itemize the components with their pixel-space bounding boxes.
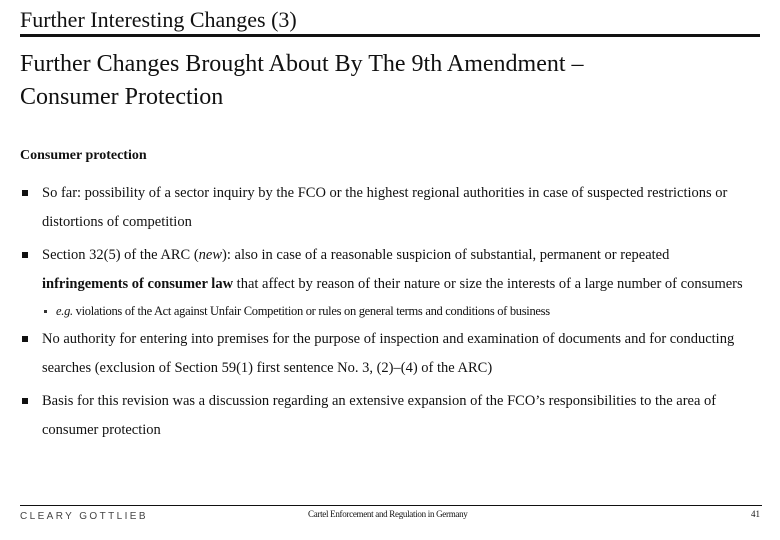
footer-title: Cartel Enforcement and Regulation in Germany — [308, 509, 468, 519]
sub-bullet-italic-eg: e.g. — [56, 304, 73, 318]
slide-title: Further Interesting Changes (3) — [20, 6, 760, 37]
square-bullet-icon — [22, 252, 28, 258]
bullet-text-part-1: Section 32(5) of the ARC ( — [42, 247, 199, 263]
section-heading: Consumer protection — [20, 148, 147, 163]
slide-subtitle — [20, 48, 760, 114]
bullet-so-far — [20, 179, 755, 237]
square-bullet-icon — [22, 336, 28, 342]
sub-bullet-list — [42, 302, 755, 320]
small-bullet-icon — [44, 310, 47, 313]
square-bullet-icon — [22, 190, 28, 196]
bullet-text: No authority for entering into premises for the purpose of inspection and examination of documents and for conducting searches (exclusion of Section 59(1) first sentence No. 3, (2)–(4) of the ARC) — [42, 331, 735, 376]
bullet-list — [20, 179, 755, 445]
bullet-text-italic-new: new — [198, 247, 223, 263]
sub-bullet-example — [42, 302, 755, 320]
page-number: 41 — [751, 509, 760, 519]
bullet-text: Basis for this revision was a discussion regarding an extensive expansion of the FCO’s responsibilities to the area of consumer protection — [42, 393, 717, 438]
subtitle-line-2: Consumer Protection — [20, 84, 224, 110]
bullet-text: So far: possibility of a sector inquiry by the FCO or the highest regional authorities in case of suspected restrictions or distortions of competition — [42, 185, 728, 230]
bullet-section-32 — [20, 241, 755, 320]
sub-bullet-text: violations of the Act against Unfair Competition or rules on general terms and conditions of business — [72, 304, 550, 318]
cleary-gottlieb-logo: CLEARY GOTTLIEB — [20, 511, 148, 522]
bullet-text-part-3: that affect by reason of their nature or size the interests of a large number of consumers — [233, 276, 743, 292]
bullet-text-part-2: ): also in case of a reasonable suspicion of substantial, permanent or repeated — [222, 247, 670, 263]
bullet-text-bold-infringements: infringements of consumer law — [42, 276, 234, 292]
square-bullet-icon — [22, 398, 28, 404]
bullet-basis — [20, 387, 755, 445]
footer-divider — [20, 505, 762, 506]
subtitle-line-1: Further Changes Brought About By The 9th Amendment – — [20, 51, 584, 77]
bullet-no-authority — [20, 325, 755, 383]
